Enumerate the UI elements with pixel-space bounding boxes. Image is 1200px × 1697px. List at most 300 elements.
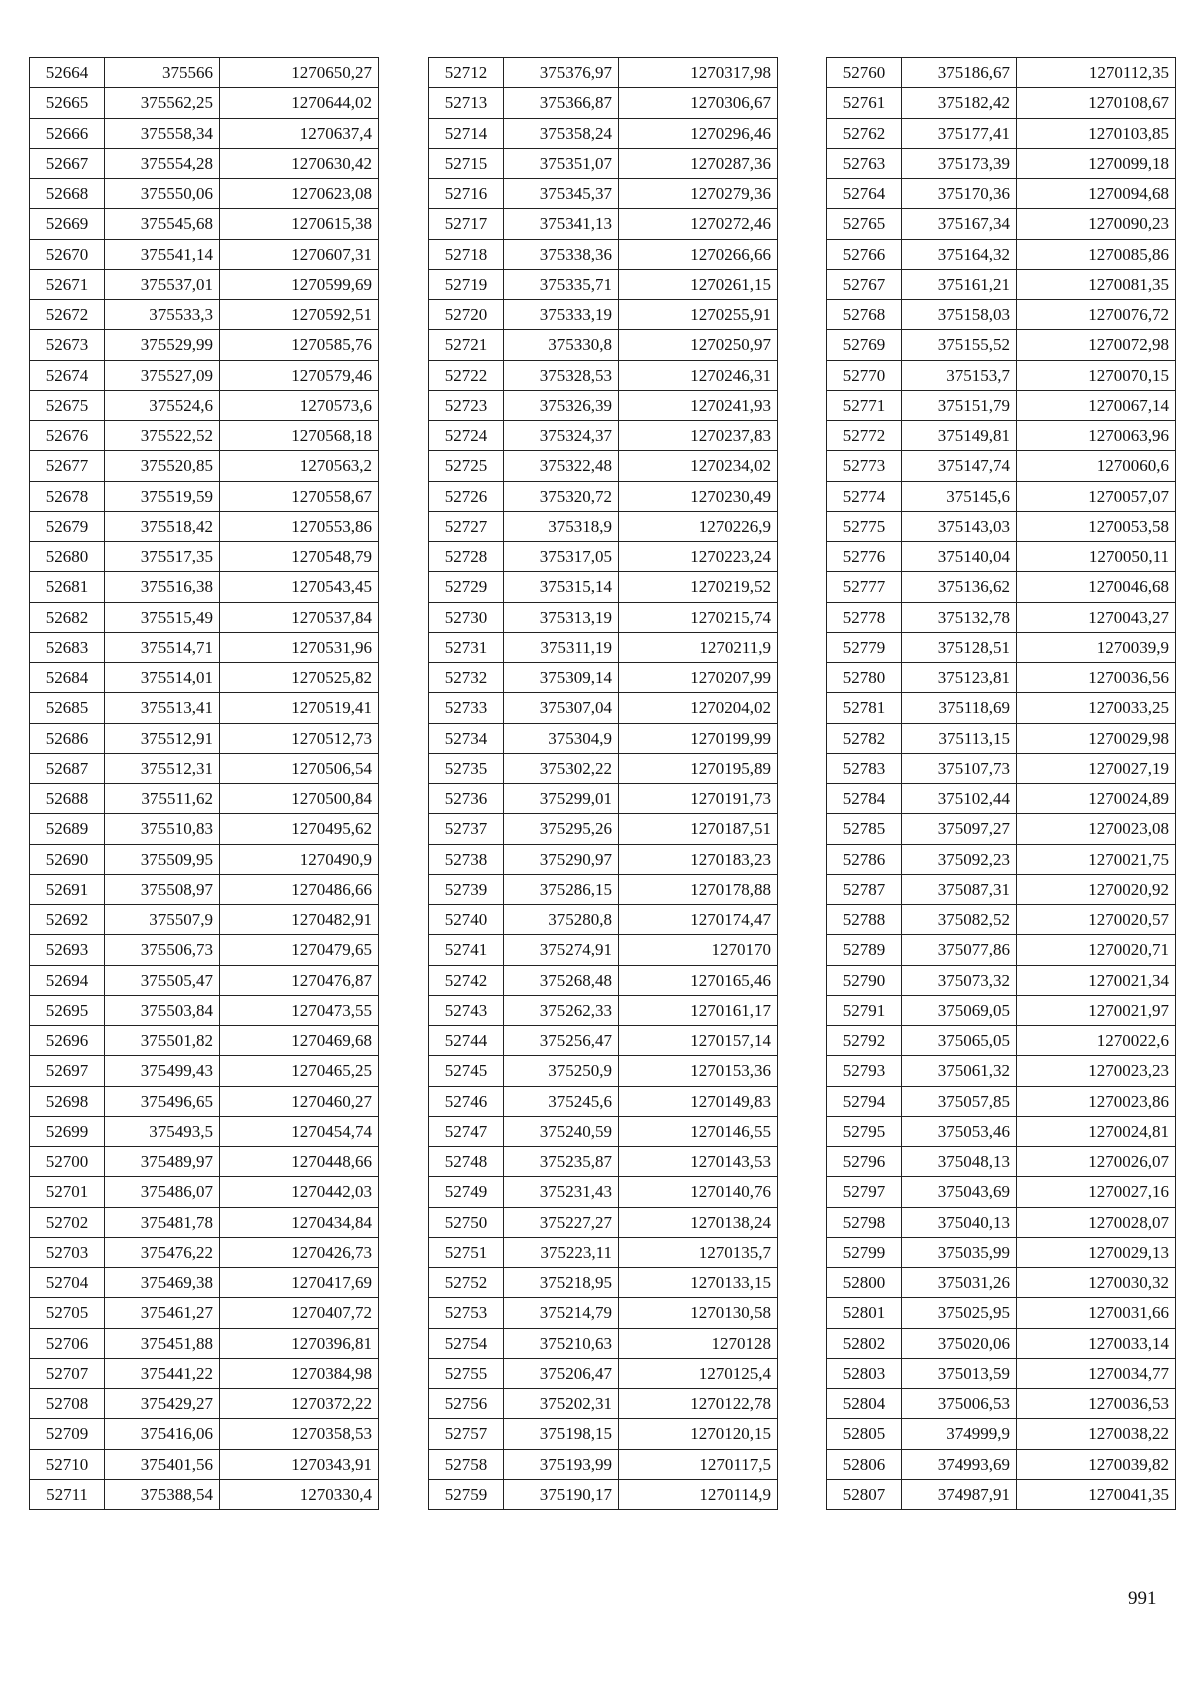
x-coordinate-cell: 375227,27	[504, 1207, 619, 1237]
point-number-cell: 52721	[429, 330, 504, 360]
table-row	[827, 844, 1176, 874]
point-number-cell: 52751	[429, 1237, 504, 1267]
y-coordinate-cell: 1270306,67	[619, 88, 778, 118]
y-coordinate-cell: 1270226,9	[619, 511, 778, 541]
y-coordinate-cell: 1270448,66	[220, 1147, 379, 1177]
x-coordinate-cell: 375533,3	[105, 300, 220, 330]
x-coordinate-cell: 375069,05	[902, 995, 1017, 1025]
y-coordinate-cell: 1270041,35	[1017, 1479, 1176, 1509]
y-coordinate-cell: 1270207,99	[619, 663, 778, 693]
table-row	[30, 1268, 379, 1298]
y-coordinate-cell: 1270531,96	[220, 632, 379, 662]
point-number-cell: 52665	[30, 88, 105, 118]
table-row	[429, 58, 778, 88]
point-number-cell: 52765	[827, 209, 902, 239]
x-coordinate-cell: 375202,31	[504, 1389, 619, 1419]
table-row	[429, 1177, 778, 1207]
y-coordinate-cell: 1270099,18	[1017, 148, 1176, 178]
point-number-cell: 52706	[30, 1328, 105, 1358]
y-coordinate-cell: 1270039,82	[1017, 1449, 1176, 1479]
point-number-cell: 52746	[429, 1086, 504, 1116]
point-number-cell: 52683	[30, 632, 105, 662]
table-row	[429, 905, 778, 935]
x-coordinate-cell: 375519,59	[105, 481, 220, 511]
x-coordinate-cell: 375513,41	[105, 693, 220, 723]
table-row	[429, 572, 778, 602]
point-number-cell: 52682	[30, 602, 105, 632]
y-coordinate-cell: 1270103,85	[1017, 118, 1176, 148]
point-number-cell: 52685	[30, 693, 105, 723]
x-coordinate-cell: 375509,95	[105, 844, 220, 874]
point-number-cell: 52776	[827, 542, 902, 572]
y-coordinate-cell: 1270644,02	[220, 88, 379, 118]
point-number-cell: 52710	[30, 1449, 105, 1479]
table-row	[429, 1116, 778, 1146]
y-coordinate-cell: 1270476,87	[220, 965, 379, 995]
x-coordinate-cell: 375516,38	[105, 572, 220, 602]
x-coordinate-cell: 375123,81	[902, 663, 1017, 693]
table-row	[827, 1207, 1176, 1237]
table-row	[827, 269, 1176, 299]
y-coordinate-cell: 1270396,81	[220, 1328, 379, 1358]
point-number-cell: 52766	[827, 239, 902, 269]
y-coordinate-cell: 1270237,83	[619, 421, 778, 451]
y-coordinate-cell: 1270479,65	[220, 935, 379, 965]
y-coordinate-cell: 1270630,42	[220, 148, 379, 178]
point-number-cell: 52720	[429, 300, 504, 330]
x-coordinate-cell: 375193,99	[504, 1449, 619, 1479]
table-row	[30, 179, 379, 209]
x-coordinate-cell: 375307,04	[504, 693, 619, 723]
point-number-cell: 52700	[30, 1147, 105, 1177]
x-coordinate-cell: 375087,31	[902, 874, 1017, 904]
point-number-cell: 52772	[827, 421, 902, 451]
y-coordinate-cell: 1270043,27	[1017, 602, 1176, 632]
y-coordinate-cell: 1270266,66	[619, 239, 778, 269]
table-row	[30, 1328, 379, 1358]
table-row	[429, 148, 778, 178]
x-coordinate-cell: 375469,38	[105, 1268, 220, 1298]
point-number-cell: 52664	[30, 58, 105, 88]
x-coordinate-cell: 375250,9	[504, 1056, 619, 1086]
y-coordinate-cell: 1270165,46	[619, 965, 778, 995]
y-coordinate-cell: 1270108,67	[1017, 88, 1176, 118]
x-coordinate-cell: 375522,52	[105, 421, 220, 451]
y-coordinate-cell: 1270454,74	[220, 1116, 379, 1146]
table-row	[827, 360, 1176, 390]
x-coordinate-cell: 375006,53	[902, 1389, 1017, 1419]
x-coordinate-cell: 375515,49	[105, 602, 220, 632]
point-number-cell: 52695	[30, 995, 105, 1025]
y-coordinate-cell: 1270490,9	[220, 844, 379, 874]
x-coordinate-cell: 375401,56	[105, 1449, 220, 1479]
point-number-cell: 52703	[30, 1237, 105, 1267]
y-coordinate-cell: 1270112,35	[1017, 58, 1176, 88]
point-number-cell: 52753	[429, 1298, 504, 1328]
x-coordinate-cell: 375102,44	[902, 784, 1017, 814]
x-coordinate-cell: 375210,63	[504, 1328, 619, 1358]
y-coordinate-cell: 1270036,53	[1017, 1389, 1176, 1419]
x-coordinate-cell: 375318,9	[504, 511, 619, 541]
y-coordinate-cell: 1270128	[619, 1328, 778, 1358]
x-coordinate-cell: 375214,79	[504, 1298, 619, 1328]
table-row	[429, 602, 778, 632]
x-coordinate-cell: 375501,82	[105, 1026, 220, 1056]
point-number-cell: 52729	[429, 572, 504, 602]
point-number-cell: 52713	[429, 88, 504, 118]
table-row	[30, 1449, 379, 1479]
point-number-cell: 52708	[30, 1389, 105, 1419]
y-coordinate-cell: 1270543,45	[220, 572, 379, 602]
y-coordinate-cell: 1270223,24	[619, 542, 778, 572]
point-number-cell: 52698	[30, 1086, 105, 1116]
y-coordinate-cell: 1270031,66	[1017, 1298, 1176, 1328]
point-number-cell: 52750	[429, 1207, 504, 1237]
point-number-cell: 52800	[827, 1268, 902, 1298]
table-row	[827, 693, 1176, 723]
y-coordinate-cell: 1270246,31	[619, 360, 778, 390]
point-number-cell: 52789	[827, 935, 902, 965]
x-coordinate-cell: 375299,01	[504, 784, 619, 814]
table-row	[30, 1479, 379, 1509]
table-row	[30, 58, 379, 88]
y-coordinate-cell: 1270024,81	[1017, 1116, 1176, 1146]
y-coordinate-cell: 1270117,5	[619, 1449, 778, 1479]
x-coordinate-cell: 375158,03	[902, 300, 1017, 330]
y-coordinate-cell: 1270579,46	[220, 360, 379, 390]
y-coordinate-cell: 1270563,2	[220, 451, 379, 481]
y-coordinate-cell: 1270053,58	[1017, 511, 1176, 541]
table-row	[30, 390, 379, 420]
point-number-cell: 52693	[30, 935, 105, 965]
x-coordinate-cell: 375481,78	[105, 1207, 220, 1237]
y-coordinate-cell: 1270085,86	[1017, 239, 1176, 269]
point-number-cell: 52769	[827, 330, 902, 360]
point-number-cell: 52742	[429, 965, 504, 995]
x-coordinate-cell: 375512,91	[105, 723, 220, 753]
x-coordinate-cell: 375128,51	[902, 632, 1017, 662]
x-coordinate-cell: 375170,36	[902, 179, 1017, 209]
point-number-cell: 52780	[827, 663, 902, 693]
x-coordinate-cell: 375441,22	[105, 1358, 220, 1388]
table-row	[827, 1268, 1176, 1298]
point-number-cell: 52752	[429, 1268, 504, 1298]
point-number-cell: 52801	[827, 1298, 902, 1328]
table-row	[429, 844, 778, 874]
y-coordinate-cell: 1270114,9	[619, 1479, 778, 1509]
x-coordinate-cell: 375476,22	[105, 1237, 220, 1267]
y-coordinate-cell: 1270183,23	[619, 844, 778, 874]
y-coordinate-cell: 1270250,97	[619, 330, 778, 360]
table-row	[429, 874, 778, 904]
x-coordinate-cell: 375558,34	[105, 118, 220, 148]
table-row	[827, 632, 1176, 662]
point-number-cell: 52744	[429, 1026, 504, 1056]
x-coordinate-cell: 375149,81	[902, 421, 1017, 451]
table-row	[30, 209, 379, 239]
table-row	[30, 421, 379, 451]
table-row	[429, 239, 778, 269]
point-number-cell: 52726	[429, 481, 504, 511]
point-number-cell: 52756	[429, 1389, 504, 1419]
table-row	[429, 1479, 778, 1509]
y-coordinate-cell: 1270255,91	[619, 300, 778, 330]
table-row	[30, 965, 379, 995]
y-coordinate-cell: 1270070,15	[1017, 360, 1176, 390]
table-row	[30, 148, 379, 178]
point-number-cell: 52696	[30, 1026, 105, 1056]
table-row	[30, 511, 379, 541]
x-coordinate-cell: 375486,07	[105, 1177, 220, 1207]
point-number-cell: 52714	[429, 118, 504, 148]
table-row	[429, 965, 778, 995]
table-row	[429, 1207, 778, 1237]
x-coordinate-cell: 375326,39	[504, 390, 619, 420]
point-number-cell: 52764	[827, 179, 902, 209]
point-number-cell: 52757	[429, 1419, 504, 1449]
point-number-cell: 52767	[827, 269, 902, 299]
table-row	[827, 1026, 1176, 1056]
y-coordinate-cell: 1270287,36	[619, 148, 778, 178]
x-coordinate-cell: 375302,22	[504, 753, 619, 783]
y-coordinate-cell: 1270548,79	[220, 542, 379, 572]
x-coordinate-cell: 375295,26	[504, 814, 619, 844]
table-row	[827, 1177, 1176, 1207]
table-row	[429, 632, 778, 662]
table-row	[429, 1298, 778, 1328]
y-coordinate-cell: 1270465,25	[220, 1056, 379, 1086]
point-number-cell: 52690	[30, 844, 105, 874]
table-row	[30, 239, 379, 269]
point-number-cell: 52804	[827, 1389, 902, 1419]
y-coordinate-cell: 1270426,73	[220, 1237, 379, 1267]
x-coordinate-cell: 375290,97	[504, 844, 619, 874]
y-coordinate-cell: 1270637,4	[220, 118, 379, 148]
point-number-cell: 52768	[827, 300, 902, 330]
point-number-cell: 52802	[827, 1328, 902, 1358]
table-row	[30, 1086, 379, 1116]
table-row	[827, 148, 1176, 178]
point-number-cell: 52707	[30, 1358, 105, 1388]
coordinates-table-3	[826, 57, 1176, 1510]
x-coordinate-cell: 375107,73	[902, 753, 1017, 783]
x-coordinate-cell: 375286,15	[504, 874, 619, 904]
table-row	[429, 511, 778, 541]
x-coordinate-cell: 375315,14	[504, 572, 619, 602]
x-coordinate-cell: 375061,32	[902, 1056, 1017, 1086]
x-coordinate-cell: 375341,13	[504, 209, 619, 239]
table-row	[30, 1177, 379, 1207]
x-coordinate-cell: 375520,85	[105, 451, 220, 481]
point-number-cell: 52679	[30, 511, 105, 541]
point-number-cell: 52786	[827, 844, 902, 874]
table-row	[429, 1419, 778, 1449]
y-coordinate-cell: 1270029,98	[1017, 723, 1176, 753]
table-row	[827, 1116, 1176, 1146]
y-coordinate-cell: 1270050,11	[1017, 542, 1176, 572]
x-coordinate-cell: 375025,95	[902, 1298, 1017, 1328]
x-coordinate-cell: 375320,72	[504, 481, 619, 511]
y-coordinate-cell: 1270512,73	[220, 723, 379, 753]
y-coordinate-cell: 1270195,89	[619, 753, 778, 783]
y-coordinate-cell: 1270317,98	[619, 58, 778, 88]
y-coordinate-cell: 1270120,15	[619, 1419, 778, 1449]
table-row	[30, 1026, 379, 1056]
point-number-cell: 52711	[30, 1479, 105, 1509]
table-row	[827, 542, 1176, 572]
y-coordinate-cell: 1270034,77	[1017, 1358, 1176, 1388]
x-coordinate-cell: 375073,32	[902, 965, 1017, 995]
coordinates-table-1	[29, 57, 379, 1510]
table-row	[30, 1358, 379, 1388]
table-row	[827, 995, 1176, 1025]
y-coordinate-cell: 1270161,17	[619, 995, 778, 1025]
x-coordinate-cell: 375262,33	[504, 995, 619, 1025]
point-number-cell: 52730	[429, 602, 504, 632]
y-coordinate-cell: 1270057,07	[1017, 481, 1176, 511]
y-coordinate-cell: 1270063,96	[1017, 421, 1176, 451]
x-coordinate-cell: 374999,9	[902, 1419, 1017, 1449]
table-row	[827, 723, 1176, 753]
y-coordinate-cell: 1270023,08	[1017, 814, 1176, 844]
point-number-cell: 52747	[429, 1116, 504, 1146]
y-coordinate-cell: 1270149,83	[619, 1086, 778, 1116]
table-row	[429, 1086, 778, 1116]
point-number-cell: 52741	[429, 935, 504, 965]
table-row	[827, 1389, 1176, 1419]
table-row	[429, 995, 778, 1025]
y-coordinate-cell: 1270495,62	[220, 814, 379, 844]
point-number-cell: 52704	[30, 1268, 105, 1298]
x-coordinate-cell: 375031,26	[902, 1268, 1017, 1298]
table-row	[827, 753, 1176, 783]
x-coordinate-cell: 375335,71	[504, 269, 619, 299]
point-number-cell: 52783	[827, 753, 902, 783]
point-number-cell: 52669	[30, 209, 105, 239]
x-coordinate-cell: 375309,14	[504, 663, 619, 693]
table-row	[429, 1237, 778, 1267]
table-row	[30, 723, 379, 753]
x-coordinate-cell: 375358,24	[504, 118, 619, 148]
y-coordinate-cell: 1270146,55	[619, 1116, 778, 1146]
table-row	[827, 300, 1176, 330]
x-coordinate-cell: 375499,43	[105, 1056, 220, 1086]
point-number-cell: 52702	[30, 1207, 105, 1237]
point-number-cell: 52677	[30, 451, 105, 481]
table-row	[30, 118, 379, 148]
x-coordinate-cell: 375268,48	[504, 965, 619, 995]
point-number-cell: 52722	[429, 360, 504, 390]
y-coordinate-cell: 1270020,92	[1017, 874, 1176, 904]
y-coordinate-cell: 1270296,46	[619, 118, 778, 148]
point-number-cell: 52779	[827, 632, 902, 662]
point-number-cell: 52736	[429, 784, 504, 814]
coordinates-table-2	[428, 57, 778, 1510]
point-number-cell: 52709	[30, 1419, 105, 1449]
table-row	[827, 179, 1176, 209]
point-number-cell: 52670	[30, 239, 105, 269]
y-coordinate-cell: 1270036,56	[1017, 663, 1176, 693]
point-number-cell: 52806	[827, 1449, 902, 1479]
table-row	[30, 88, 379, 118]
y-coordinate-cell: 1270022,6	[1017, 1026, 1176, 1056]
point-number-cell: 52675	[30, 390, 105, 420]
point-number-cell: 52758	[429, 1449, 504, 1479]
x-coordinate-cell: 375053,46	[902, 1116, 1017, 1146]
x-coordinate-cell: 374987,91	[902, 1479, 1017, 1509]
point-number-cell: 52777	[827, 572, 902, 602]
y-coordinate-cell: 1270279,36	[619, 179, 778, 209]
y-coordinate-cell: 1270023,23	[1017, 1056, 1176, 1086]
point-number-cell: 52805	[827, 1419, 902, 1449]
x-coordinate-cell: 375510,83	[105, 814, 220, 844]
y-coordinate-cell: 1270537,84	[220, 602, 379, 632]
x-coordinate-cell: 375514,71	[105, 632, 220, 662]
y-coordinate-cell: 1270030,32	[1017, 1268, 1176, 1298]
point-number-cell: 52795	[827, 1116, 902, 1146]
y-coordinate-cell: 1270038,22	[1017, 1419, 1176, 1449]
y-coordinate-cell: 1270241,93	[619, 390, 778, 420]
table-row	[827, 784, 1176, 814]
point-number-cell: 52732	[429, 663, 504, 693]
x-coordinate-cell: 375235,87	[504, 1147, 619, 1177]
y-coordinate-cell: 1270157,14	[619, 1026, 778, 1056]
x-coordinate-cell: 375518,42	[105, 511, 220, 541]
x-coordinate-cell: 375035,99	[902, 1237, 1017, 1267]
table-row	[30, 784, 379, 814]
y-coordinate-cell: 1270469,68	[220, 1026, 379, 1056]
table-row	[429, 1389, 778, 1419]
point-number-cell: 52754	[429, 1328, 504, 1358]
point-number-cell: 52712	[429, 58, 504, 88]
table-row	[429, 330, 778, 360]
table-row	[429, 451, 778, 481]
y-coordinate-cell: 1270482,91	[220, 905, 379, 935]
point-number-cell: 52740	[429, 905, 504, 935]
point-number-cell: 52797	[827, 1177, 902, 1207]
y-coordinate-cell: 1270211,9	[619, 632, 778, 662]
x-coordinate-cell: 375541,14	[105, 239, 220, 269]
y-coordinate-cell: 1270130,58	[619, 1298, 778, 1328]
x-coordinate-cell: 375065,05	[902, 1026, 1017, 1056]
y-coordinate-cell: 1270384,98	[220, 1358, 379, 1388]
y-coordinate-cell: 1270234,02	[619, 451, 778, 481]
point-number-cell: 52678	[30, 481, 105, 511]
table-row	[827, 965, 1176, 995]
point-number-cell: 52791	[827, 995, 902, 1025]
point-number-cell: 52762	[827, 118, 902, 148]
table-row	[429, 723, 778, 753]
table-row	[429, 360, 778, 390]
y-coordinate-cell: 1270417,69	[220, 1268, 379, 1298]
table-row	[827, 1237, 1176, 1267]
point-number-cell: 52796	[827, 1147, 902, 1177]
y-coordinate-cell: 1270358,53	[220, 1419, 379, 1449]
y-coordinate-cell: 1270026,07	[1017, 1147, 1176, 1177]
x-coordinate-cell: 375388,54	[105, 1479, 220, 1509]
point-number-cell: 52705	[30, 1298, 105, 1328]
x-coordinate-cell: 375077,86	[902, 935, 1017, 965]
x-coordinate-cell: 375527,09	[105, 360, 220, 390]
y-coordinate-cell: 1270442,03	[220, 1177, 379, 1207]
table-row	[30, 300, 379, 330]
x-coordinate-cell: 375508,97	[105, 874, 220, 904]
x-coordinate-cell: 375529,99	[105, 330, 220, 360]
x-coordinate-cell: 375503,84	[105, 995, 220, 1025]
x-coordinate-cell: 375554,28	[105, 148, 220, 178]
x-coordinate-cell: 375145,6	[902, 481, 1017, 511]
x-coordinate-cell: 375562,25	[105, 88, 220, 118]
